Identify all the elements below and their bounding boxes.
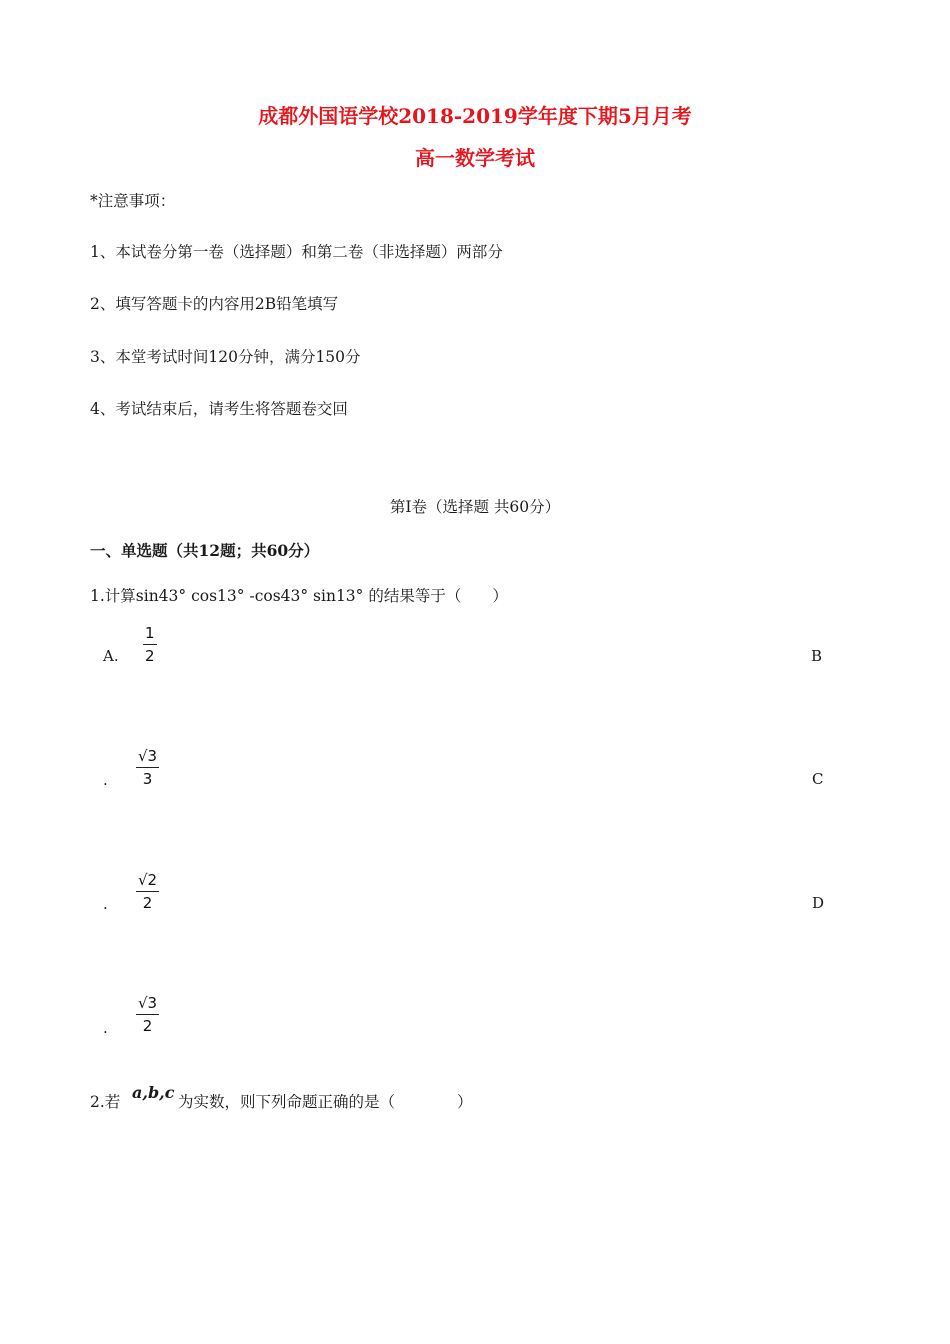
notice-item: 2、填写答题卡的内容用2B铅笔填写 bbox=[90, 295, 339, 313]
option-a-fraction bbox=[143, 624, 157, 665]
fraction-denominator: 2 bbox=[145, 647, 155, 666]
fraction-denominator: 2 bbox=[142, 894, 153, 913]
option-d-fraction bbox=[136, 994, 159, 1035]
option-b-label: B bbox=[811, 647, 823, 665]
exam-title: 成都外国语学校2018-2019学年度下期5月月考 bbox=[258, 104, 692, 128]
question-1-stem: 1.计算sin43° cos13° -cos43° sin13° 的结果等于（ ） bbox=[90, 587, 508, 605]
fraction-bar bbox=[136, 767, 159, 768]
fraction-numerator: √3 bbox=[138, 747, 158, 765]
option-b-fraction bbox=[136, 747, 159, 788]
notice-item: 3、本堂考试时间120分钟，满分150分 bbox=[90, 348, 361, 366]
fraction-denominator: 3 bbox=[142, 770, 153, 789]
question-2-prefix: 2.若 bbox=[90, 1093, 121, 1111]
fraction-numerator: 1 bbox=[145, 624, 155, 642]
notice-item: 1、本试卷分第一卷（选择题）和第二卷（非选择题）两部分 bbox=[90, 243, 503, 261]
fraction-bar bbox=[143, 644, 157, 645]
notice-item: 4、考试结束后，请考生将答题卷交回 bbox=[90, 400, 348, 418]
question-2-variables: a,b,c bbox=[132, 1083, 175, 1102]
fraction-numerator: √3 bbox=[138, 994, 158, 1012]
exam-subtitle: 高一数学考试 bbox=[415, 146, 535, 170]
notice-heading: *注意事项： bbox=[90, 192, 176, 210]
fraction-bar bbox=[136, 891, 159, 892]
fraction-bar bbox=[136, 1014, 159, 1015]
option-c-fraction bbox=[136, 871, 159, 912]
fraction-denominator: 2 bbox=[142, 1017, 153, 1036]
section-title: 一、单选题（共12题；共60分） bbox=[90, 541, 320, 560]
option-dot: . bbox=[103, 895, 108, 913]
option-dot: . bbox=[103, 771, 108, 789]
option-dot: . bbox=[103, 1019, 108, 1037]
question-2-suffix: 为实数，则下列命题正确的是（ ） bbox=[178, 1093, 473, 1111]
option-a-label: A. bbox=[103, 647, 119, 665]
part1-heading: 第Ⅰ卷（选择题 共60分） bbox=[389, 498, 561, 516]
fraction-numerator: √2 bbox=[138, 871, 158, 889]
option-c-label: C bbox=[812, 770, 824, 788]
option-d-label: D bbox=[812, 894, 825, 912]
